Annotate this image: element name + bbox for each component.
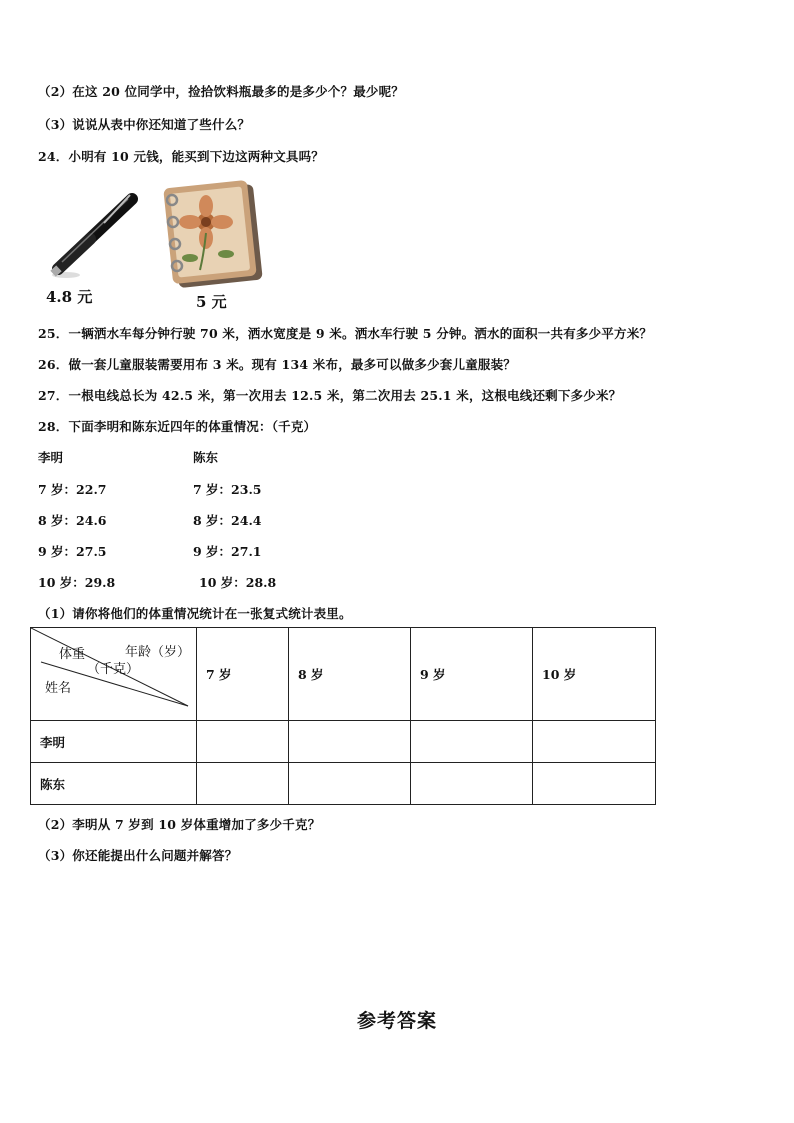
problem-28-part-2: （2）李明从 7 岁到 10 岁体重增加了多少千克？ (38, 817, 321, 832)
table-cell[interactable] (411, 763, 533, 805)
header-name: 姓名 (45, 681, 72, 696)
liming-weight-7: 7 岁：22.7 (38, 482, 107, 497)
problem-25: 25．一辆洒水车每分钟行驶 70 米，洒水宽度是 9 米。洒水车行驶 5 分钟。洒水的面积一共有多少平方米？ (38, 326, 653, 341)
question-2: （2）在这 20 位同学中，捡拾饮料瓶最多的是多少个？最少呢？ (38, 84, 404, 99)
table-cell[interactable] (411, 721, 533, 763)
problem-28-part-3: （3）你还能提出什么问题并解答？ (38, 848, 238, 863)
liming-weight-9: 9 岁：27.5 (38, 544, 107, 559)
liming-heading: 李明 (38, 450, 64, 465)
row-label-chendong: 陈东 (31, 763, 197, 805)
table-cell[interactable] (197, 763, 289, 805)
table-cell[interactable] (289, 763, 411, 805)
problem-24: 24．小明有 10 元钱，能买到下边这两种文具吗？ (38, 149, 324, 164)
column-10: 10 岁 (533, 628, 656, 721)
diagonal-header-cell (31, 628, 197, 721)
problem-26: 26．做一套儿童服装需要用布 3 米。现有 134 米布，最多可以做多少套儿童服装？ (38, 357, 516, 372)
pen-image (44, 185, 144, 283)
notebook-image (160, 178, 266, 290)
table-row (31, 721, 656, 763)
notebook-price: 5 元 (196, 293, 227, 311)
pen-price: 4.8 元 (46, 288, 93, 306)
header-age: 年龄（岁） (125, 645, 191, 660)
liming-weight-10: 10 岁：29.8 (38, 575, 116, 590)
chendong-weight-9: 9 岁：27.1 (193, 544, 262, 559)
table-cell[interactable] (533, 763, 656, 805)
chendong-weight-10: 10 岁：28.8 (199, 575, 277, 590)
column-9: 9 岁 (411, 628, 533, 721)
chendong-heading: 陈东 (193, 450, 219, 465)
column-7: 7 岁 (197, 628, 289, 721)
chendong-weight-7: 7 岁：23.5 (193, 482, 262, 497)
table-row (31, 763, 656, 805)
header-weight: 体重 (59, 647, 86, 662)
problem-28-part-1: （1）请你将他们的体重情况统计在一张复式统计表里。 (38, 606, 352, 621)
table-cell[interactable] (197, 721, 289, 763)
liming-weight-8: 8 岁：24.6 (38, 513, 107, 528)
weight-stat-table (30, 627, 656, 805)
table-cell[interactable] (289, 721, 411, 763)
problem-28: 28．下面李明和陈东近四年的体重情况：（千克） (38, 419, 317, 434)
row-label-liming: 李明 (31, 721, 197, 763)
problem-27: 27．一根电线总长为 42.5 米，第一次用去 12.5 米，第二次用去 25.1 米，这根电线还剩下多少米？ (38, 388, 622, 403)
column-8: 8 岁 (289, 628, 411, 721)
answer-title: 参考答案 (356, 1010, 437, 1032)
header-unit: （千克） (87, 662, 140, 677)
chendong-weight-8: 8 岁：24.4 (193, 513, 262, 528)
table-cell[interactable] (533, 721, 656, 763)
question-3: （3）说说从表中你还知道了些什么？ (38, 117, 251, 132)
